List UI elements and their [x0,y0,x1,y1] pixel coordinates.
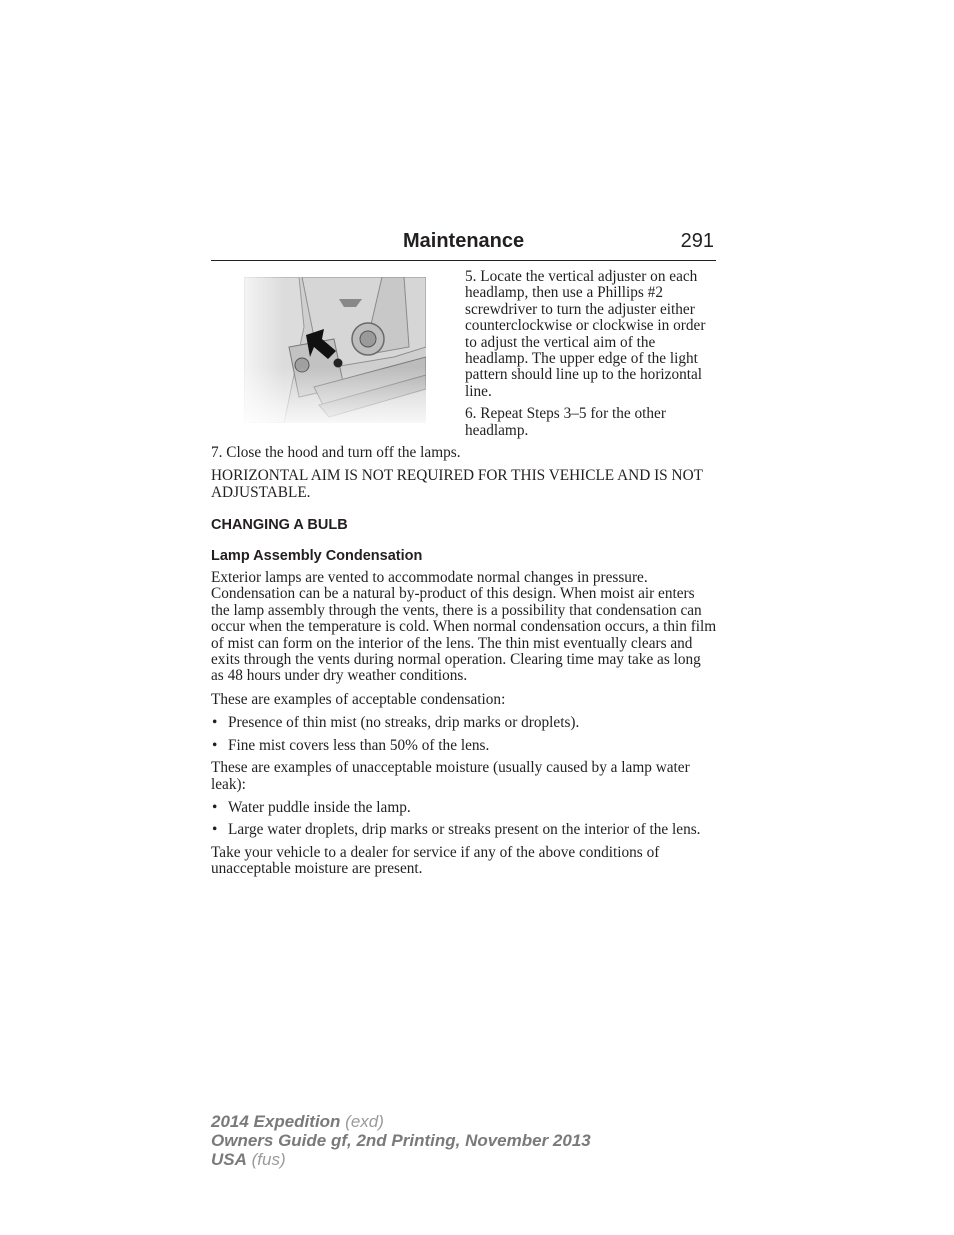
bullet-icon: • [212,821,218,839]
side-steps [465,269,720,445]
page-title: Maintenance [403,230,525,252]
dealer-service-note: Take your vehicle to a dealer for service if any of the above conditions of unacceptable moisture are present. [211,843,660,878]
footer-model-line: 2014 Expedition (exd) [211,1112,384,1131]
acceptable-intro: These are examples of acceptable condensation: [211,690,506,708]
unacceptable-intro: These are examples of unacceptable moisture (usually caused by a lamp water leak): [211,759,690,793]
step-5: 5. Locate the vertical adjuster on each headlamp, then use a Phillips #2 screwdriver to turn the adjuster either counterclockwise or clockwise in order to adjust the vertical aim of the headlamp. The upper edge of the light pattern should line up to the horizontal line. [465,268,706,400]
horizontal-aim-note: HORIZONTAL AIM IS NOT REQUIRED FOR THIS VEHICLE AND IS NOT ADJUSTABLE. [211,467,703,501]
list-item: • Fine mist covers less than 50% of the lens. [212,736,490,754]
step-7: 7. Close the hood and turn off the lamps. [211,444,461,461]
unacceptable-list [211,800,717,839]
section-heading: CHANGING A BULB [211,517,348,534]
headlamp-adjuster-illustration-icon [244,277,426,423]
step-6: 6. Repeat Steps 3–5 for the other headlamp. [465,405,666,439]
list-item: • Presence of thin mist (no streaks, drip marks or droplets). [212,714,580,732]
subheading: Lamp Assembly Condensation [211,547,423,564]
headlamp-adjuster-figure [244,277,426,423]
bullet-icon: • [212,798,218,816]
bullet-icon: • [212,714,218,732]
bullet-icon: • [212,736,218,754]
list-item: • Water puddle inside the lamp. [212,798,411,816]
acceptable-list [211,715,717,754]
footer-region-line: USA (fus) [211,1150,286,1169]
list-item: • Large water droplets, drip marks or streaks present on the interior of the lens. [212,821,701,839]
condensation-paragraph: Exterior lamps are vented to accommodate normal changes in pressure. Condensation can be a natural by-product of this design. When moist air enters the lamp assembly through the vents, there is a possibility that condensation can occur when the temperature is cold. When normal condensation occurs, a thin film of mist can form on the interior of the lens. The thin mist eventually clears and exits through the vents during normal operation. Clearing time may take as long as 48 hours under dry weather conditions. [211,569,717,685]
page-header [211,228,716,261]
main-text [211,445,717,885]
page-footer [211,1112,591,1169]
footer-guide-line: Owners Guide gf, 2nd Printing, November 2013 [211,1131,591,1150]
page-number: 291 [680,230,714,252]
